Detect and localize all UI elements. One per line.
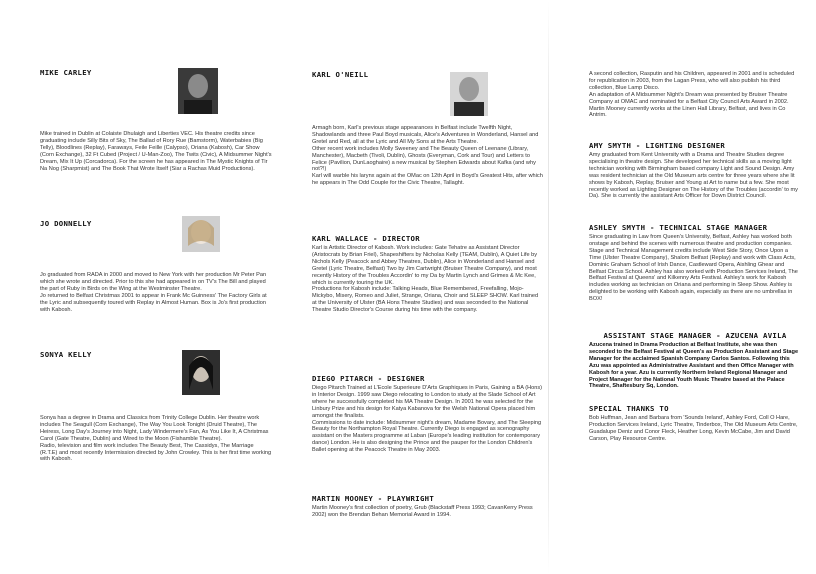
bio-text: Other recent work includes Molly Sweeney and The Beauty Queen of Leenane (Library, Manchester), Macbeth (Tivoli, Dublin), Ghosts (Everyman, Cork and Tour) and Letters to Felice (Pavilion, DunLaoghaire) a new musical by Stephen Edwards about Kafka (and why not?!) [312, 145, 536, 173]
special-thanks [589, 404, 801, 443]
bio-text: Karl is Artistic Director of Kabosh. Work includes: Gate Tehatre as Assistant Director (Aristocrats by Brian Friel), Shapeshifters by Nicholas Kelly (TEAM, Dublin), A Quiet Life by Nichols Kelly (Peacock and Abbey Theatres, Dublin), Alice in Wonderland and Hansel and Gretel (Lyric Theatre, Belfast) Two by Jim Cartwright (Bruiser Theatre Company), and most recently History of the Troubles Accordin' to my Da by Martin Lynch and Grimes & Mc Kee, which is currently touring the UK. [312, 245, 538, 286]
bio-mike-carley [40, 68, 272, 172]
bio-text: A second collection, Rasputin and his Children, appeared in 2001 and is scheduled for republication in 2003, from the Lagan Press, who will also publish his third collection, Blue Lamp Disco. [589, 71, 795, 91]
bio-text: Sonya has a degree in Drama and Classics from Trinity College Dublin. Her theatre work includes The Seagull (Corn Exchange), The Way You Look Tonight (Druid Theatre), The Heiress, Long Day's Journey into Night, Lady Windermere's Fan, As You Like It, A Christmas Carol (Gate Theatre, Dublin) and Wired to the Moon (Fishamble Theatre). [40, 415, 269, 442]
bio-text: Martin Mooney's first collection of poetry, Grub (Blackstaff Press 1993; CavanKerry Press 2002) won the Brendan Behan Memorial Award in 1994. [312, 505, 533, 518]
bio-karl-oneill [312, 70, 544, 187]
page-fold [548, 0, 549, 574]
bio-text: Mike trained in Dublin at Colaiste Dhulaigh and Liberties VEC. His theatre credits since graduating include Silly Bits of Sky, The Ballad of Rory Rue (Bamstorm), Waterbabies (Big Telly), Bloodlines (Replay), Faraways, Feile Feille (Calypso), Oriana (Kabosh), Car Show (Corn Exchange), 32 Ft Cubed (Project / U-Man-Zoo), The Twits (Civic), A Midsummer Night's Dream, Mix It Up (Corcadorca). For the screen he has appeared in The Mystic Knights of Tir Na Nog (Sharpmist) and The Book That Wrote Itself (Siar a Rachas Muid Productions). [40, 131, 272, 172]
bio-sonya-kelly [40, 350, 272, 463]
name-heading: SPECIAL THANKS TO [589, 404, 669, 413]
bio-diego-pitarch [312, 374, 544, 454]
headshot-photo [178, 68, 218, 114]
bio-text: Bob Huffman, Jean and Barbara from 'Sounds Ireland', Ashley Ford, Coll O Hare, Production Services Ireland, Lyric Theatre, Tinderbox, The Old Museum Arts Centre, Guadalupe Deniz and Conor Fleck, Heather Long, Kevin McCabe, Jim and David Carson, Play Resource Centre. [589, 415, 798, 442]
bio-text: Radio, television and film work includes The Beauty Best, The Cassidys, The Marriage (R.T.E) and most recently Intermission directed by John Crowley. This is her first time working with Kabosh. [40, 442, 272, 463]
name-heading: SONYA KELLY [40, 350, 92, 359]
bio-amy-smyth [589, 141, 801, 200]
bio-jo-donnelly [40, 219, 272, 313]
bio-text: Since graduating in Law from Queen's University, Belfast, Ashley has worked both onstage and behind the scenes with numerous theatre and production companies. Stage and Technical Management credits include West Side Story, Once Upon a Time (Ulster Theatre Company), Shalom Belfast (Replay) and work with Class Acts, Dominic Graham School of Irish Dance, Castleward Opera, Aishling Ghear and Belfast Circus School. Ashley has also worked with Production Services Ireland, The Belfast Festival at Queens' and Kilkenny Arts Festival. Ashley's work for Kabosh includes working as technician on Oriana and performing in Sleep Show. Ashley is delighted to be working with Kabosh again, especially as there are no umbrellas in BOX! [589, 234, 798, 303]
bio-text: Diego Pitarch Trained at L'Ecole Superieure D'Arts Graphiques in Paris, Gaining a BA (Hons) in Interior Design. 1999 saw Diego relocating to London to study at the Slade School of Art where he successfully completed his MA Theatre Design. In 2001 he was selected for the Linbury Prize and his design for Katya Kabanova for the Welsh National Opera placed him amongst the finalists. [312, 385, 543, 419]
name-heading: ASSISTANT STAGE MANAGER - AZUCENA AVILA [603, 331, 787, 340]
bio-martin-mooney [312, 494, 544, 519]
bio-karl-wallace [312, 234, 544, 314]
bio-martin-mooney-continued [589, 71, 801, 119]
bio-text: Martin Mooney currently works at the Linen Hall Library, Belfast, and lives in Co Antrim. [589, 105, 786, 119]
name-heading: ASHLEY SMYTH - TECHNICAL STAGE MANAGER [589, 223, 768, 232]
bio-text: Commissions to date include: Midsummer night's dream, Madame Bovary, and The Sleeping Beauty for the Northampton Royal Theatre. Currently Diego is engaged as scenography assistant on the Masters programme at Laban (Europe's leading institution for contemporary dance) London. He is also designing the Prince and the pauper for the London Children's Ballet opening at the Peacock Theatre in May 2003. [312, 419, 542, 454]
name-heading: KARL WALLACE - DIRECTOR [312, 234, 420, 243]
bio-azucena-avila [589, 331, 801, 390]
bio-text: Productions for Kabosh include: Talking Heads, Blue Remembered, Freefalling, Mojo-Mickybo, Misery, Romeo and Juliet, Strange, Oriana, Choir and SLEEP SHOW. Karl trained at the University of Ulster (BA Hons Theatre Studies) and was seconded to the National Theatre Studio Director's Course during his time with the company. [312, 286, 539, 314]
bio-text: Armagh born, Karl's previous stage appearances in Belfast include Twelfth Night, Shadowlands and three Paul Boyd musicals, Alice's Adventures in Wonderland, Hansel and Gretel and Red, all at the Lyric and All My Sons at the Arts Theatre. [312, 125, 539, 145]
name-heading: JO DONNELLY [40, 219, 92, 228]
bio-ashley-smyth [589, 223, 801, 303]
headshot-photo [182, 216, 220, 252]
name-heading: DIEGO PITARCH - DESIGNER [312, 374, 425, 383]
headshot-photo [450, 72, 488, 116]
name-heading: MIKE CARLEY [40, 68, 92, 77]
bio-text: Amy graduated from Kent University with a Drama and Theatre Studies degree specialising in theatre design. She developed her technical skills as a moving light technician working with Birmingham based company Light and Sound Design. Amy was resident technician at the Old Museum arts centre for three years where she lit shows by Kabosh, Replay, Bruiser and Young at Art to name but a few. She most recently worked as Lighting Designer on The History of the Troubles (accordin' to my Da). She is currently the assistant Arts Officer for Down District Council. [589, 152, 798, 200]
bio-text: Azucena trained in Drama Production at Belfast Institute, she was then seconded to the Belfast Festival at Queen's as Production Assistant and Stage Manager for the acclaimed Spanish Company Carlos Santos. Following this Azu was appointed as Administrative Assistant and then Office Manager with Kabosh for a year. Azu is currently Northern Ireland Regional Manager and Project Manager for the National Youth Music Theatre based at the Palace Theatre, Shaftesbury Sq, London. [589, 342, 799, 390]
name-heading: MARTIN MOONEY - PLAYWRIGHT [312, 494, 435, 503]
bio-text: Jo graduated from RADA in 2000 and moved to New York with her production Mr Peter Pan which she wrote and directed. Prior to this she had appeared in on TV's The Bill and played the part of Ruby in Birds on the Wing at the Westminster Theatre. [40, 272, 267, 292]
headshot-photo [182, 350, 220, 395]
bio-text: Karl will warble his larynx again at the OMac on 12th April in Boyd's Greatest Hits, after which he appears in The Odd Couple for the Civic Theatre, Tallaght. [312, 173, 543, 187]
name-heading: KARL O'NEILL [312, 70, 369, 79]
bio-text: Jo returned to Belfast Christmas 2001 to appear in Frank Mc Guinness' The Factory Girls at the Lyric and subsequently toured with Replay in Almost Human. Box is Jo's first production with Kabosh. [40, 292, 267, 313]
name-heading: AMY SMYTH - LIGHTING DESIGNER [589, 141, 726, 150]
bio-text: An adaptation of A Midsummer Night's Dream was presented by Bruiser Theatre Company at OMAC and nominated for a Belfast City Council Arts Award in 2002. [589, 91, 789, 105]
